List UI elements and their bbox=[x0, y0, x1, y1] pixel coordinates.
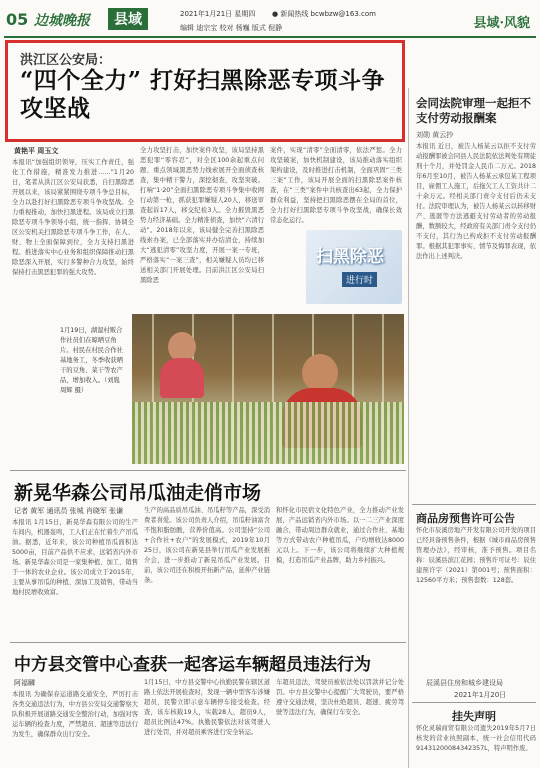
lost-notice-body: 怀化灵瑞商贸有限公司遗失2019年5月7日核发的营业执照副本，统一社会信用代码91431200084342357L，特声明作废。 bbox=[416, 725, 536, 752]
feature-headline: “四个全力” 打好扫黑除恶专项斗争攻坚战 bbox=[20, 67, 385, 122]
article2-byline: 记者 黄军 通讯员 张城 肖晓军 张谦 bbox=[14, 507, 124, 515]
article3-column-3: 车超员违法，驾驶员被依法处以罚款并记分处罚。中方县交警中心提醒广大驾驶员，要严格遵守交通法规，坚决杜绝超员、超速、疲劳驾驶等违法行为，确保行车安全。 bbox=[276, 679, 404, 716]
right-article1-byline: 刘勋 黄云抄 bbox=[416, 131, 454, 139]
presale-notice-body: 怀化市辰溪房地产开发有限公司开发的项目已经具备预售条件，根据《城市商品房预售管理办法》，经审核，准予预售。项目名称：辰溪县滨江花园；预售许可证号：辰住建预许字（2021）第001号；预售面积：12560平方米；预售套数：128套。 bbox=[416, 527, 536, 584]
presale-notice-title: 商品房预售许可公告 bbox=[416, 512, 515, 525]
section-brand-logo: 县域·风貌 bbox=[473, 16, 530, 31]
editor-line: 编辑 迪宗宝 校对 杨巍 版式 倪静 bbox=[180, 24, 283, 32]
presale-notice-date: 2021年1月20日 bbox=[454, 691, 507, 699]
feature-column-3: 案件，实现“清零”全面清零，依法严惩。全力攻坚破案，加快机制建设，该局推动落实组织架构建设，及时推进打击机制，全面巩固“三类三案”工作，该局开展全面的扫黑除恶案件核查，在“三类”案件中共核查出63起，全力保护群众利益，坚持把扫黑除恶摆在全局的首位，全力打好扫黑除恶专项斗争攻坚战，确保长效常态化运行。 bbox=[270, 147, 402, 224]
article2-column-2: 生产的高品质吊瓜油、吊瓜籽等产品，深受消费者喜爱。该公司负责人介绍，吊瓜籽油富含不饱和脂肪酸，营养价值高。公司坚持“公司+合作社+农户”的发展模式，2019年10月25日，该公司在新晃县举行吊瓜产业发展推介会，进一步推动了新晃吊瓜产业发展。目前，该公司还在积极开拓新产品，延伸产业链条。 bbox=[144, 507, 270, 584]
article3-column-2: 1月15日，中方县交警中心执勤民警在辖区道路上依法开展检查时，发现一辆中型客车涉嫌超员，民警立即示意车辆停车接受检查。经查，该车核载19人，实载28人，超员9人，超员比例达47%。执勤民警依法对该驾驶人进行处罚，并对超员乘客进行安全转运。 bbox=[144, 679, 270, 736]
photo-caption: 1月19日，湖湿村贩合作社员们在晾晒豆角片。村民在村民合作社基地务工，冬季收获晒干的豆角、菜干等农产品，增加收入。（刘胤 周辉 摄） bbox=[60, 327, 123, 394]
feature-column-1: 本报讯“加强组织领导，压实工作责任，强化工作措施，精准发力推进……”1月20日，笔者从洪江区公安局获悉，自扫黑除恶开展以来，该局紧紧围绕专项斗争总目标，全力以赴打好扫黑除恶专项斗争攻坚战。全力重视推动，加快扫黑进程。该局成立扫黑除恶专项斗争领导小组，统一指挥、协调全区公安机关扫黑除恶专项斗争工作，在人、财、物上全面保障到位，全力支持扫黑进程。推进落实中心业务和组织保障推动扫黑除恶深入开展，实行多警种合力攻坚，始终保持打击黑恶犯罪的强大攻势。 bbox=[12, 159, 134, 276]
news-hotline-email: ● 新闻热线 bcwbzw@163.com bbox=[272, 10, 376, 18]
article2-column-3: 和怀化市民宿文化特色产业，全力推动产业发展，产品远销省内外市场。以一二三产业深度融合，带动周边群众就业，通过合作社、基地等方式带动农户种植吊瓜，户均增收达8000元以上。下一步，该公司将继续扩大种植规模，打造吊瓜产业品牌，助力乡村振兴。 bbox=[276, 507, 404, 564]
article3-headline: 中方县交管中心查获一起客运车辆超员违法行为 bbox=[14, 655, 371, 675]
lost-notice-title: 挂失声明 bbox=[452, 710, 496, 723]
badge-title: 扫黑除恶 bbox=[316, 247, 384, 267]
divider bbox=[412, 702, 536, 703]
right-article1-headline: 会同法院审理一起拒不支付劳动报酬案 bbox=[416, 96, 531, 125]
presale-notice-issuer: 辰溪县住房和城乡建设局 bbox=[426, 679, 503, 687]
news-photo bbox=[132, 314, 404, 464]
divider bbox=[412, 504, 536, 505]
feature-byline: 黄艳平 周玉文 bbox=[14, 147, 59, 155]
article2-column-1: 本报讯 1月15日，新晃华森有限公司的生产车间内，机器轰鸣，工人们正在忙着生产吊瓜油。据悉，近年来，该公司种植吊瓜面积达5000亩，目前产品供不应求，远销省内外市场。新晃华森公司是一家集种植、加工、销售于一体的农业企业。该公司成立于2015年，主要从事吊瓜的种植、深加工及销售，带动当地村民增收致富。 bbox=[12, 519, 138, 596]
divider bbox=[10, 470, 406, 471]
paper-name-logo: 边城晚报 bbox=[34, 13, 90, 29]
feature-column-2: 全力攻坚打击，加快案件攻坚，该局坚持黑恶犯罪“零容忍”，对全区100余起重点问题、重点领域黑恶势力线索展开全面侦查核查，集中精干警力，深挖彻查，攻坚突破。打响“1·20”全面扫黑除恶专项斗争集中收网行动第一枪，抓获犯罪嫌疑人20人，移送审查起诉17人，移交纪检3人。全力摧毁黑恶势力经济基础。全力精准侦查，加快“六清行动”。2018年以来，该局健全完善扫黑除恶线索办案，已全部落实并办结清仓，持续加大“逃犯清零”攻坚力度，开展一案一专班，严格落实“一案三查”，相关嫌疑人员均已移送相关部门开展处理。目前洪江区公安局扫黑除恶 bbox=[140, 147, 264, 284]
feature-kicker: 洪江区公安局： bbox=[20, 53, 112, 68]
divider bbox=[10, 642, 406, 643]
article2-headline: 新晃华森公司吊瓜油走俏市场 bbox=[14, 482, 262, 504]
issue-date: 2021年1月21日 星期四 bbox=[180, 10, 256, 18]
right-article1-body: 本报讯 近日，被告人杨某云以拒不支付劳动报酬罪被会同县人民法院依法判处有期徒刑十个月，并处罚金人民币二万元。2018年6月至10月，被告人杨某云承包某工程项目，雇佣工人施工，后拖欠工人工资共计二十余万元。经相关部门责令支付后仍未支付。法院审理认为，被告人杨某云以转移财产、逃匿等方法逃避支付劳动者的劳动报酬，数额较大，经政府有关部门责令支付仍不支付，其行为已构成拒不支付劳动报酬罪。根据其犯罪事实、情节及悔罪表现，依法作出上述判决。 bbox=[416, 143, 536, 260]
anti-crime-badge bbox=[306, 230, 402, 304]
section-name: 县域 bbox=[108, 8, 148, 30]
page-number: 05 bbox=[6, 10, 29, 29]
article3-column-1: 本报讯 为确保春运道路交通安全，严厉打击各类交通违法行为，中方县公安局交通警察大队积极开展道路交通安全整治行动，加强对客运车辆的检查力度，严禁超员、超速等违法行为发生，确保群众出行安全。 bbox=[12, 691, 138, 738]
column-rule bbox=[408, 88, 409, 768]
masthead bbox=[4, 4, 536, 38]
feature-highlight-box bbox=[5, 40, 405, 142]
article3-byline: 阿福麟 bbox=[14, 679, 35, 687]
badge-subtitle: 进行时 bbox=[342, 272, 377, 287]
